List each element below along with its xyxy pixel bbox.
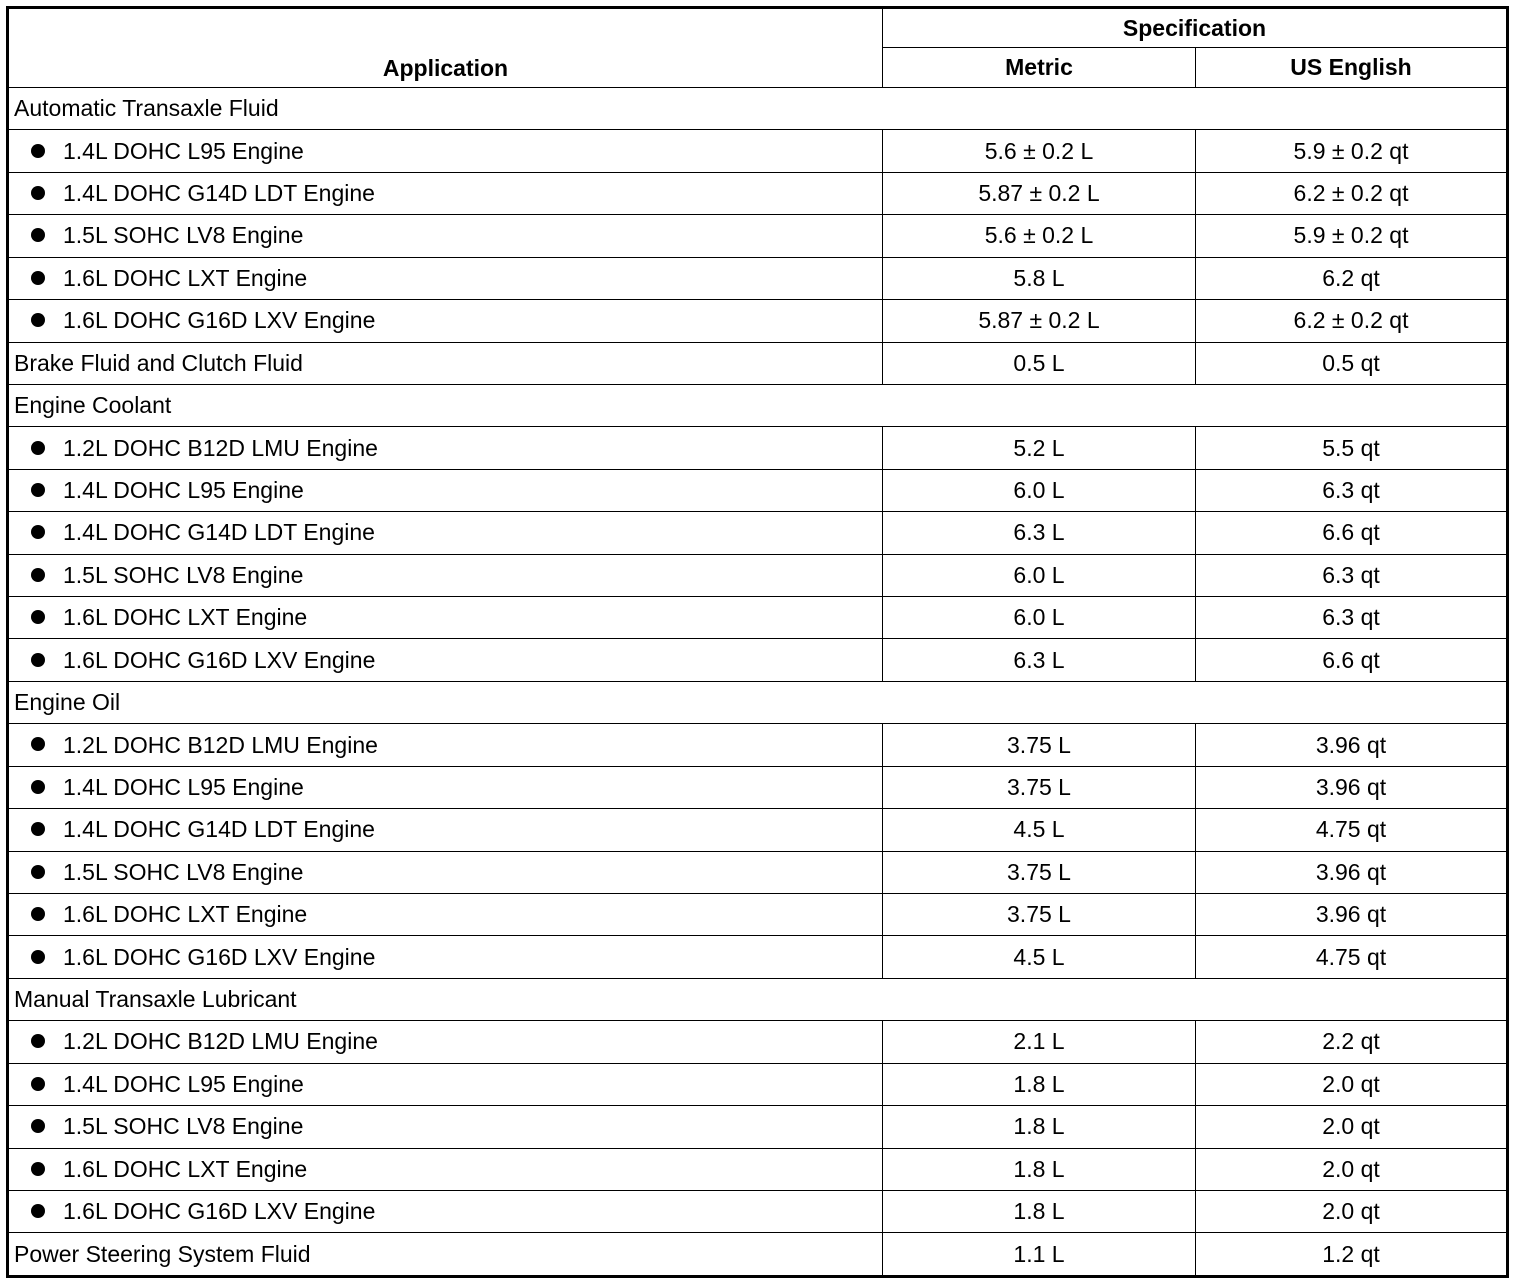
metric-value: 4.5 L (883, 936, 1196, 978)
application-cell (8, 427, 883, 469)
table-row (8, 1190, 1508, 1232)
application-label: 1.6L DOHC LXT Engine (63, 1155, 308, 1182)
application-label: 1.6L DOHC G16D LXV Engine (63, 943, 376, 970)
bullet-icon (31, 822, 45, 836)
table-row (8, 512, 1508, 554)
bullet-icon (31, 1204, 45, 1218)
bullet-icon (31, 780, 45, 794)
us-english-value: 6.6 qt (1196, 639, 1508, 681)
application-cell (8, 512, 883, 554)
metric-value: 3.75 L (883, 894, 1196, 936)
application-cell (8, 215, 883, 257)
bullet-icon (31, 1077, 45, 1091)
us-english-value: 6.6 qt (1196, 512, 1508, 554)
us-english-value: 6.2 ± 0.2 qt (1196, 300, 1508, 342)
metric-value: 0.5 L (883, 342, 1196, 384)
bullet-icon (31, 568, 45, 582)
metric-value: 6.0 L (883, 554, 1196, 596)
application-cell (8, 469, 883, 511)
application-cell (8, 809, 883, 851)
application-cell (8, 1063, 883, 1105)
us-english-value: 2.0 qt (1196, 1106, 1508, 1148)
metric-value: 1.8 L (883, 1063, 1196, 1105)
us-english-value: 3.96 qt (1196, 894, 1508, 936)
application-label: 1.5L SOHC LV8 Engine (63, 1113, 304, 1140)
application-cell (8, 1233, 883, 1277)
application-label: 1.2L DOHC B12D LMU Engine (63, 1028, 378, 1055)
metric-value: 5.6 ± 0.2 L (883, 215, 1196, 257)
bullet-icon (31, 653, 45, 667)
metric-value: 3.75 L (883, 766, 1196, 808)
metric-value: 6.3 L (883, 512, 1196, 554)
application-cell (8, 257, 883, 299)
us-english-value: 4.75 qt (1196, 809, 1508, 851)
us-english-value: 1.2 qt (1196, 1233, 1508, 1277)
metric-value: 6.0 L (883, 597, 1196, 639)
us-english-value: 3.96 qt (1196, 724, 1508, 766)
table-row (8, 257, 1508, 299)
table-row (8, 469, 1508, 511)
metric-value: 4.5 L (883, 809, 1196, 851)
us-english-value: 6.3 qt (1196, 597, 1508, 639)
table-row (8, 936, 1508, 978)
us-english-value: 2.0 qt (1196, 1148, 1508, 1190)
us-english-value: 6.3 qt (1196, 554, 1508, 596)
metric-value: 5.2 L (883, 427, 1196, 469)
application-cell (8, 766, 883, 808)
application-cell (8, 851, 883, 893)
us-english-value: 5.5 qt (1196, 427, 1508, 469)
table-row (8, 1148, 1508, 1190)
application-cell (8, 130, 883, 172)
application-label: 1.5L SOHC LV8 Engine (63, 858, 304, 885)
table-row (8, 851, 1508, 893)
group-row (8, 978, 1508, 1020)
table-row (8, 130, 1508, 172)
metric-value: 5.6 ± 0.2 L (883, 130, 1196, 172)
table-row (8, 766, 1508, 808)
application-cell (8, 936, 883, 978)
application-cell (8, 554, 883, 596)
table-row (8, 724, 1508, 766)
us-english-value: 4.75 qt (1196, 936, 1508, 978)
application-cell (8, 597, 883, 639)
application-label: 1.2L DOHC B12D LMU Engine (63, 434, 378, 461)
table-row (8, 809, 1508, 851)
bullet-icon (31, 313, 45, 327)
metric-value: 6.3 L (883, 639, 1196, 681)
application-cell (8, 724, 883, 766)
bullet-icon (31, 483, 45, 497)
bullet-icon (31, 441, 45, 455)
bullet-icon (31, 610, 45, 624)
metric-value: 2.1 L (883, 1021, 1196, 1063)
table-row (8, 215, 1508, 257)
application-label: 1.4L DOHC L95 Engine (63, 773, 304, 800)
group-label: Automatic Transaxle Fluid (8, 88, 1508, 130)
table-header (8, 8, 1508, 88)
bullet-icon (31, 907, 45, 921)
table-row (8, 554, 1508, 596)
metric-value: 1.8 L (883, 1148, 1196, 1190)
metric-value: 3.75 L (883, 851, 1196, 893)
us-english-value: 6.2 qt (1196, 257, 1508, 299)
table-row (8, 300, 1508, 342)
us-english-value: 6.2 ± 0.2 qt (1196, 172, 1508, 214)
bullet-icon (31, 1119, 45, 1133)
table-body (8, 88, 1508, 1277)
application-header: Application (8, 8, 883, 88)
metric-value: 5.87 ± 0.2 L (883, 172, 1196, 214)
metric-value: 3.75 L (883, 724, 1196, 766)
metric-value: 6.0 L (883, 469, 1196, 511)
application-cell (8, 1148, 883, 1190)
application-cell (8, 1190, 883, 1232)
application-label: 1.4L DOHC G14D LDT Engine (63, 519, 375, 546)
table-row (8, 639, 1508, 681)
bullet-icon (31, 186, 45, 200)
us-english-value: 2.0 qt (1196, 1063, 1508, 1105)
metric-value: 5.87 ± 0.2 L (883, 300, 1196, 342)
metric-value: 1.8 L (883, 1190, 1196, 1232)
us-english-value: 3.96 qt (1196, 851, 1508, 893)
bullet-icon (31, 1034, 45, 1048)
application-label: 1.4L DOHC L95 Engine (63, 137, 304, 164)
us-english-value: 2.0 qt (1196, 1190, 1508, 1232)
application-label: 1.6L DOHC LXT Engine (63, 264, 308, 291)
table-row (8, 1021, 1508, 1063)
application-label: 1.5L SOHC LV8 Engine (63, 561, 304, 588)
application-label: 1.4L DOHC L95 Engine (63, 477, 304, 503)
application-label: 1.2L DOHC B12D LMU Engine (63, 731, 378, 758)
application-cell (8, 1106, 883, 1148)
metric-value: 1.1 L (883, 1233, 1196, 1277)
bullet-icon (31, 950, 45, 964)
us-english-value: 3.96 qt (1196, 766, 1508, 808)
table-row (8, 597, 1508, 639)
application-cell (8, 300, 883, 342)
table-row (8, 1106, 1508, 1148)
us-english-value: 6.3 qt (1196, 469, 1508, 511)
table-row (8, 172, 1508, 214)
application-label: 1.5L SOHC LV8 Engine (63, 222, 304, 249)
bullet-icon (31, 525, 45, 539)
application-cell (8, 172, 883, 214)
metric-header: Metric (883, 48, 1196, 88)
application-label: 1.6L DOHC G16D LXV Engine (63, 1198, 376, 1225)
metric-value: 1.8 L (883, 1106, 1196, 1148)
application-label: 1.4L DOHC G14D LDT Engine (63, 816, 375, 843)
us-english-header: US English (1196, 48, 1508, 88)
specification-header: Specification (883, 8, 1508, 48)
bullet-icon (31, 1162, 45, 1176)
us-english-value: 5.9 ± 0.2 qt (1196, 215, 1508, 257)
table-row (8, 1233, 1508, 1277)
group-label: Engine Oil (8, 681, 1508, 723)
application-cell (8, 342, 883, 384)
group-label: Manual Transaxle Lubricant (8, 978, 1508, 1020)
application-label: Brake Fluid and Clutch Fluid (14, 349, 303, 376)
us-english-value: 5.9 ± 0.2 qt (1196, 130, 1508, 172)
group-row (8, 88, 1508, 130)
application-cell (8, 894, 883, 936)
application-cell (8, 1021, 883, 1063)
table-row (8, 342, 1508, 384)
table-row (8, 894, 1508, 936)
application-label: 1.6L DOHC LXT Engine (63, 604, 308, 631)
application-label: 1.6L DOHC LXT Engine (63, 901, 308, 928)
us-english-value: 2.2 qt (1196, 1021, 1508, 1063)
table-row (8, 427, 1508, 469)
table-row (8, 1063, 1508, 1105)
bullet-icon (31, 865, 45, 879)
application-label: 1.4L DOHC L95 Engine (63, 1070, 304, 1097)
fluid-capacity-table (6, 6, 1509, 1278)
application-cell (8, 639, 883, 681)
bullet-icon (31, 228, 45, 242)
group-row (8, 384, 1508, 426)
group-row (8, 681, 1508, 723)
application-label: 1.6L DOHC G16D LXV Engine (63, 646, 376, 673)
bullet-icon (31, 144, 45, 158)
us-english-value: 0.5 qt (1196, 342, 1508, 384)
metric-value: 5.8 L (883, 257, 1196, 299)
group-label: Engine Coolant (8, 384, 1508, 426)
bullet-icon (31, 271, 45, 285)
bullet-icon (31, 737, 45, 751)
application-label: 1.4L DOHC G14D LDT Engine (63, 180, 375, 207)
application-label: 1.6L DOHC G16D LXV Engine (63, 307, 376, 334)
application-label: Power Steering System Fluid (14, 1240, 311, 1267)
